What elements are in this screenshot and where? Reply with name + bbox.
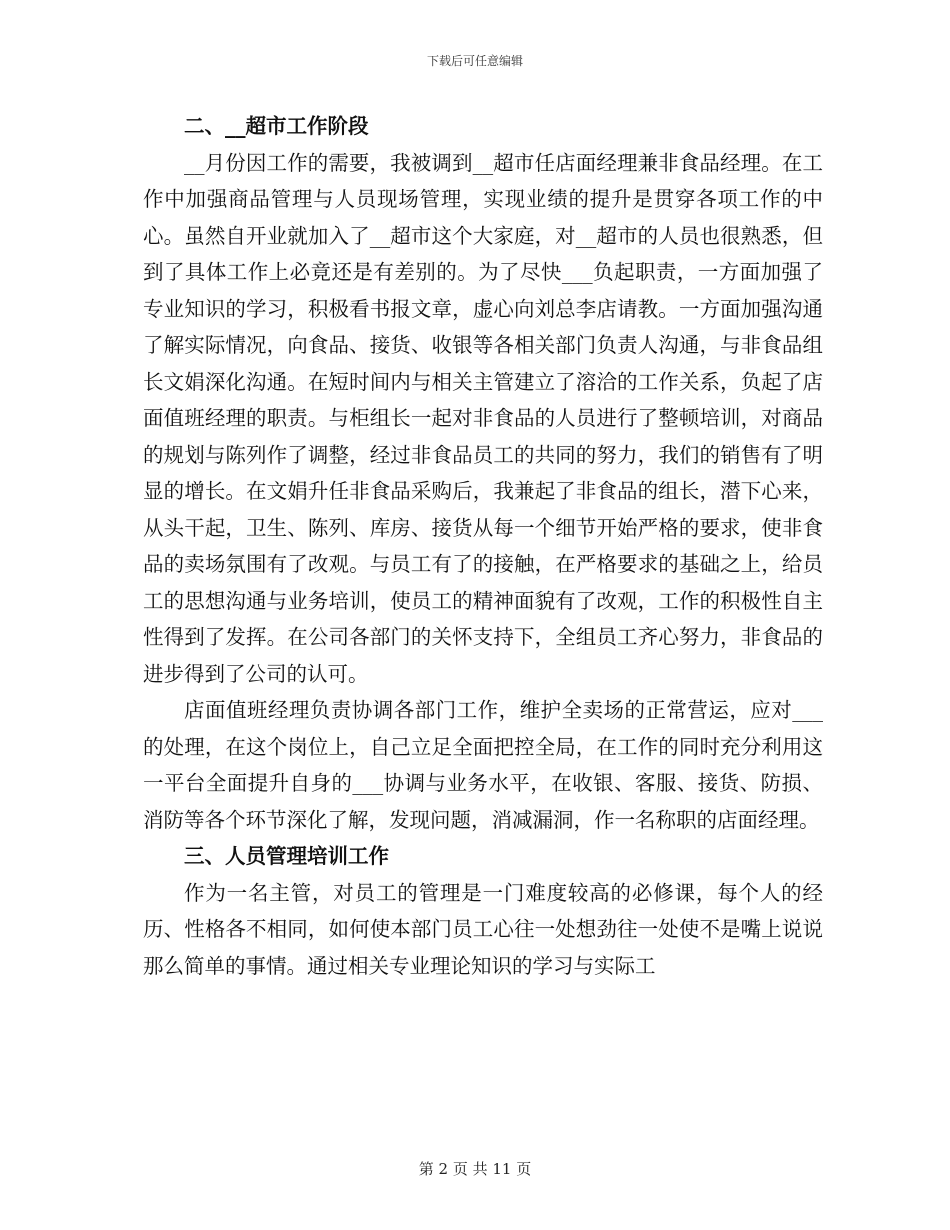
page-number: 第 2 页 共 11 页 [418,1160,532,1178]
section-heading-3: 三、人员管理培训工作 [184,844,389,868]
page-header-note: 下载后可任意编辑 [426,54,523,68]
paragraph-1: __月份因工作的需要，我被调到__超市任店面经理兼非食品经理。在工作中加强商品管理与人员现场管理，实现业绩的提升是贯穿各项工作的中心。虽然自开业就加入了__超市这个大家庭，对__超市的人员也很熟悉，但到了具体工作上必竟还是有差别的。为了尽快___负起职责，一方面加强了专业知识的学习，积极看书报文章，虚心向刘总李店请教。一方面加强沟通了解实际情况，向食品、接货、收银等各相关部门负责人沟通，与非食品组长文娟深化沟通。在短时间内与相关主管建立了溶洽的工作关系，负起了店面值班经理的职责。与柜组长一起对非食品的人员进行了整顿培训，对商品的规划与陈列作了调整，经过非食品员工的共同的努力，我们的销售有了明显的增长。在文娟升任非食品采购后，我兼起了非食品的组长，潜下心来，从头干起，卫生、陈列、库房、接货从每一个细节开始严格的要求，使非食品的卖场氛围有了改观。与员工有了的接触，在严格要求的基础之上，给员工的思想沟通与业务培训，使员工的精神面貌有了改观，工作的积极性自主性得到了发挥。在公司各部门的关怀支持下，全组员工齐心努力，非食品的进步得到了公司的认可。 [143,150,823,686]
document-body [143,108,823,984]
paragraph-3: 作为一名主管，对员工的管理是一门难度较高的必修课，每个人的经历、性格各不相同，如何使本部门员工心往一处想劲往一处使不是嘴上说说那么简单的事情。通过相关专业理论知识的学习与实际工 [143,880,823,978]
section-heading-2: 二、__超市工作阶段 [184,114,369,138]
paragraph-2: 店面值班经理负责协调各部门工作，维护全卖场的正常营运，应对___的处理，在这个岗位上，自己立足全面把控全局，在工作的同时充分利用这一平台全面提升自身的___协调与业务水平，在收银、客服、接货、防损、消防等各个环节深化了解，发现问题，消减漏洞，作一名称职的店面经理。 [143,698,823,832]
